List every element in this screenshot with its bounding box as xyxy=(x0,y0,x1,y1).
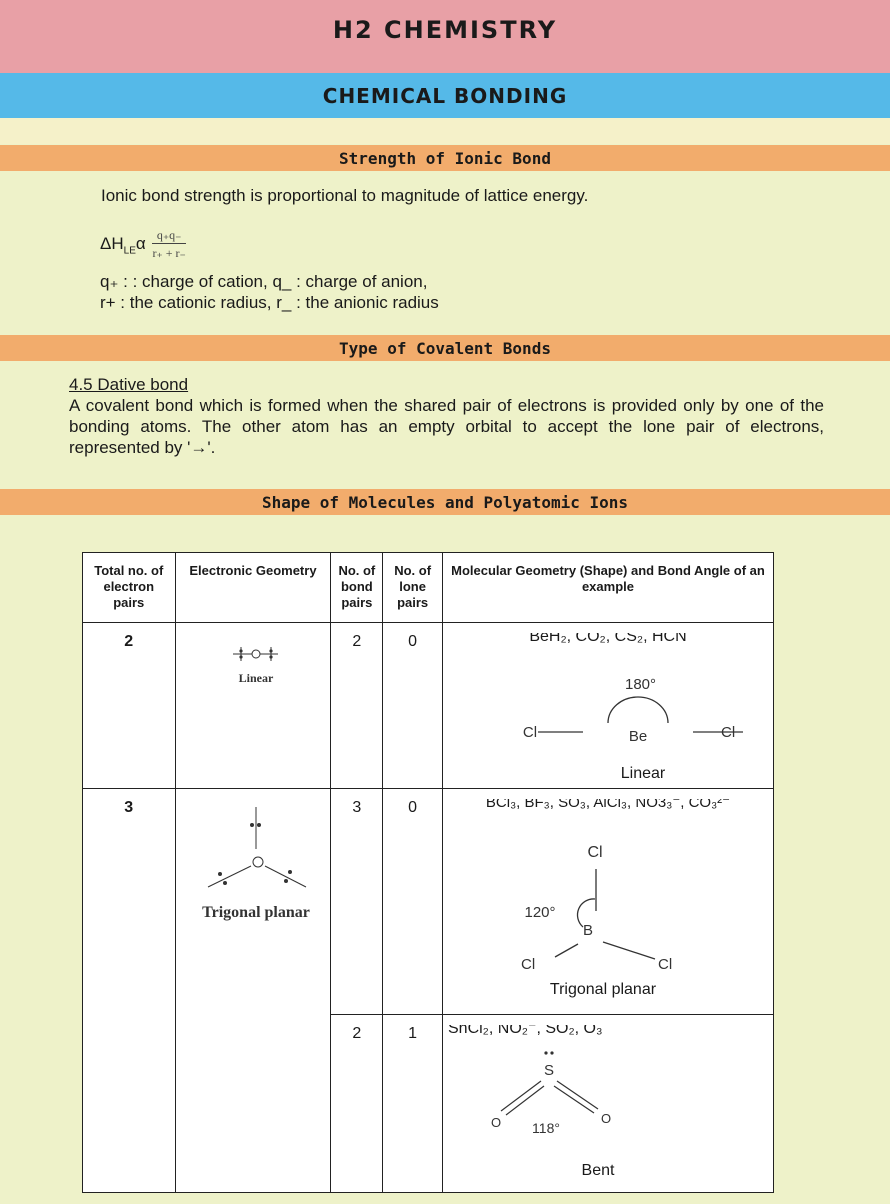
table-row xyxy=(83,623,774,789)
dative-title: 4.5 Dative bond xyxy=(69,375,189,394)
dative-bond-block xyxy=(69,374,824,458)
header-bond-pairs: No. of bond pairs xyxy=(331,553,383,623)
section-heading-ionic xyxy=(0,145,890,171)
geometry-label: Linear xyxy=(238,671,274,685)
electronic-geometry-cell xyxy=(175,623,331,789)
header-band xyxy=(0,0,890,73)
section-heading-covalent xyxy=(0,335,890,361)
table-row xyxy=(83,789,774,1015)
atom-label: O xyxy=(490,1115,502,1130)
bcl3-diagram xyxy=(443,799,773,1009)
section-heading-shapes xyxy=(0,489,890,515)
shape-name: Linear xyxy=(620,765,666,782)
header-lone-pairs: No. of lone pairs xyxy=(383,553,443,623)
bond-pairs-cell: 2 xyxy=(331,1015,383,1193)
electronic-geometry-cell xyxy=(175,789,331,1193)
geometry-label: Trigonal planar xyxy=(202,904,310,921)
lone-pairs-cell: 0 xyxy=(383,623,443,789)
header-molecular-geometry: Molecular Geometry (Shape) and Bond Angle of an example xyxy=(442,553,773,623)
atom-label: Cl xyxy=(520,956,536,973)
so2-diagram xyxy=(443,1025,773,1187)
formula-lhs: ΔH xyxy=(100,233,124,253)
lattice-energy-formula xyxy=(100,228,186,261)
atom-label: O xyxy=(600,1111,612,1126)
shape-name: Trigonal planar xyxy=(549,981,657,998)
atom-label: Cl xyxy=(522,724,538,741)
example-formulas: BeH₂, CO₂, CS₂, HCN xyxy=(529,633,687,645)
bond-angle-label: 118° xyxy=(532,1120,560,1136)
formula-sub: LE xyxy=(123,245,136,257)
page-title: H2 CHEMISTRY xyxy=(332,15,558,44)
atom-label: Be xyxy=(628,728,648,745)
ionic-def-2: r+ : the cationic radius, r_ : the anionic radius xyxy=(100,293,439,312)
shape-name: Bent xyxy=(581,1162,615,1179)
molecular-geometry-cell xyxy=(442,623,773,789)
spacer-band xyxy=(0,118,890,144)
bond-angle-label: 120° xyxy=(524,904,556,921)
formula-numerator: q₊q₋ xyxy=(152,228,185,244)
bond-pairs-cell: 2 xyxy=(331,623,383,789)
example-formulas: BCl₃, BF₃, SO₃, AlCl₃, NO3₃⁻, CO₃²⁻ xyxy=(485,799,731,811)
lone-pairs-cell: 1 xyxy=(383,1015,443,1193)
atom-label: B xyxy=(582,922,593,939)
atom-label: Cl xyxy=(657,956,673,973)
linear-electron-diagram xyxy=(178,633,328,693)
formula-fraction xyxy=(152,228,185,261)
bond-pairs-cell: 3 xyxy=(331,789,383,1015)
formula-prop: α xyxy=(135,233,146,253)
lone-pairs-cell: 0 xyxy=(383,789,443,1015)
atom-label: Cl xyxy=(720,724,736,741)
section-heading-text: Strength of Ionic Bond xyxy=(339,148,551,168)
total-pairs-cell: 3 xyxy=(83,789,176,1193)
molecular-geometry-cell xyxy=(442,789,773,1015)
molecular-geometry-cell xyxy=(442,1015,773,1193)
total-pairs-cell: 2 xyxy=(83,623,176,789)
ionic-statement: Ionic bond strength is proportional to magnitude of lattice energy. xyxy=(101,186,589,205)
table-header-row xyxy=(83,553,774,623)
bond-angle-label: 180° xyxy=(624,676,657,693)
section-heading-text: Shape of Molecules and Polyatomic Ions xyxy=(261,492,629,512)
shapes-table xyxy=(82,552,774,1193)
becl2-diagram xyxy=(443,633,773,783)
section-heading-text: Type of Covalent Bonds xyxy=(339,338,551,358)
atom-label: Cl xyxy=(587,844,603,861)
header-electronic-geometry: Electronic Geometry xyxy=(175,553,331,623)
ionic-def-1: q₊ : : charge of cation, q_ : charge of anion, xyxy=(100,272,428,291)
dative-text: A covalent bond which is formed when the shared pair of electrons is provided only by one of the bonding atoms. The other atom has an empty orbital to accept the lone pair of electrons, represented by '→'. xyxy=(69,396,824,457)
topic-band xyxy=(0,73,890,118)
atom-label: S xyxy=(543,1062,554,1079)
header-total-pairs: Total no. of electron pairs xyxy=(83,553,176,623)
trigonal-electron-diagram xyxy=(178,799,328,929)
formula-denominator: r₊ + r₋ xyxy=(152,246,186,260)
example-formulas: SnCl₂, NO₂⁻, SO₂, O₃ xyxy=(447,1025,603,1037)
topic-title: CHEMICAL BONDING xyxy=(322,83,568,108)
